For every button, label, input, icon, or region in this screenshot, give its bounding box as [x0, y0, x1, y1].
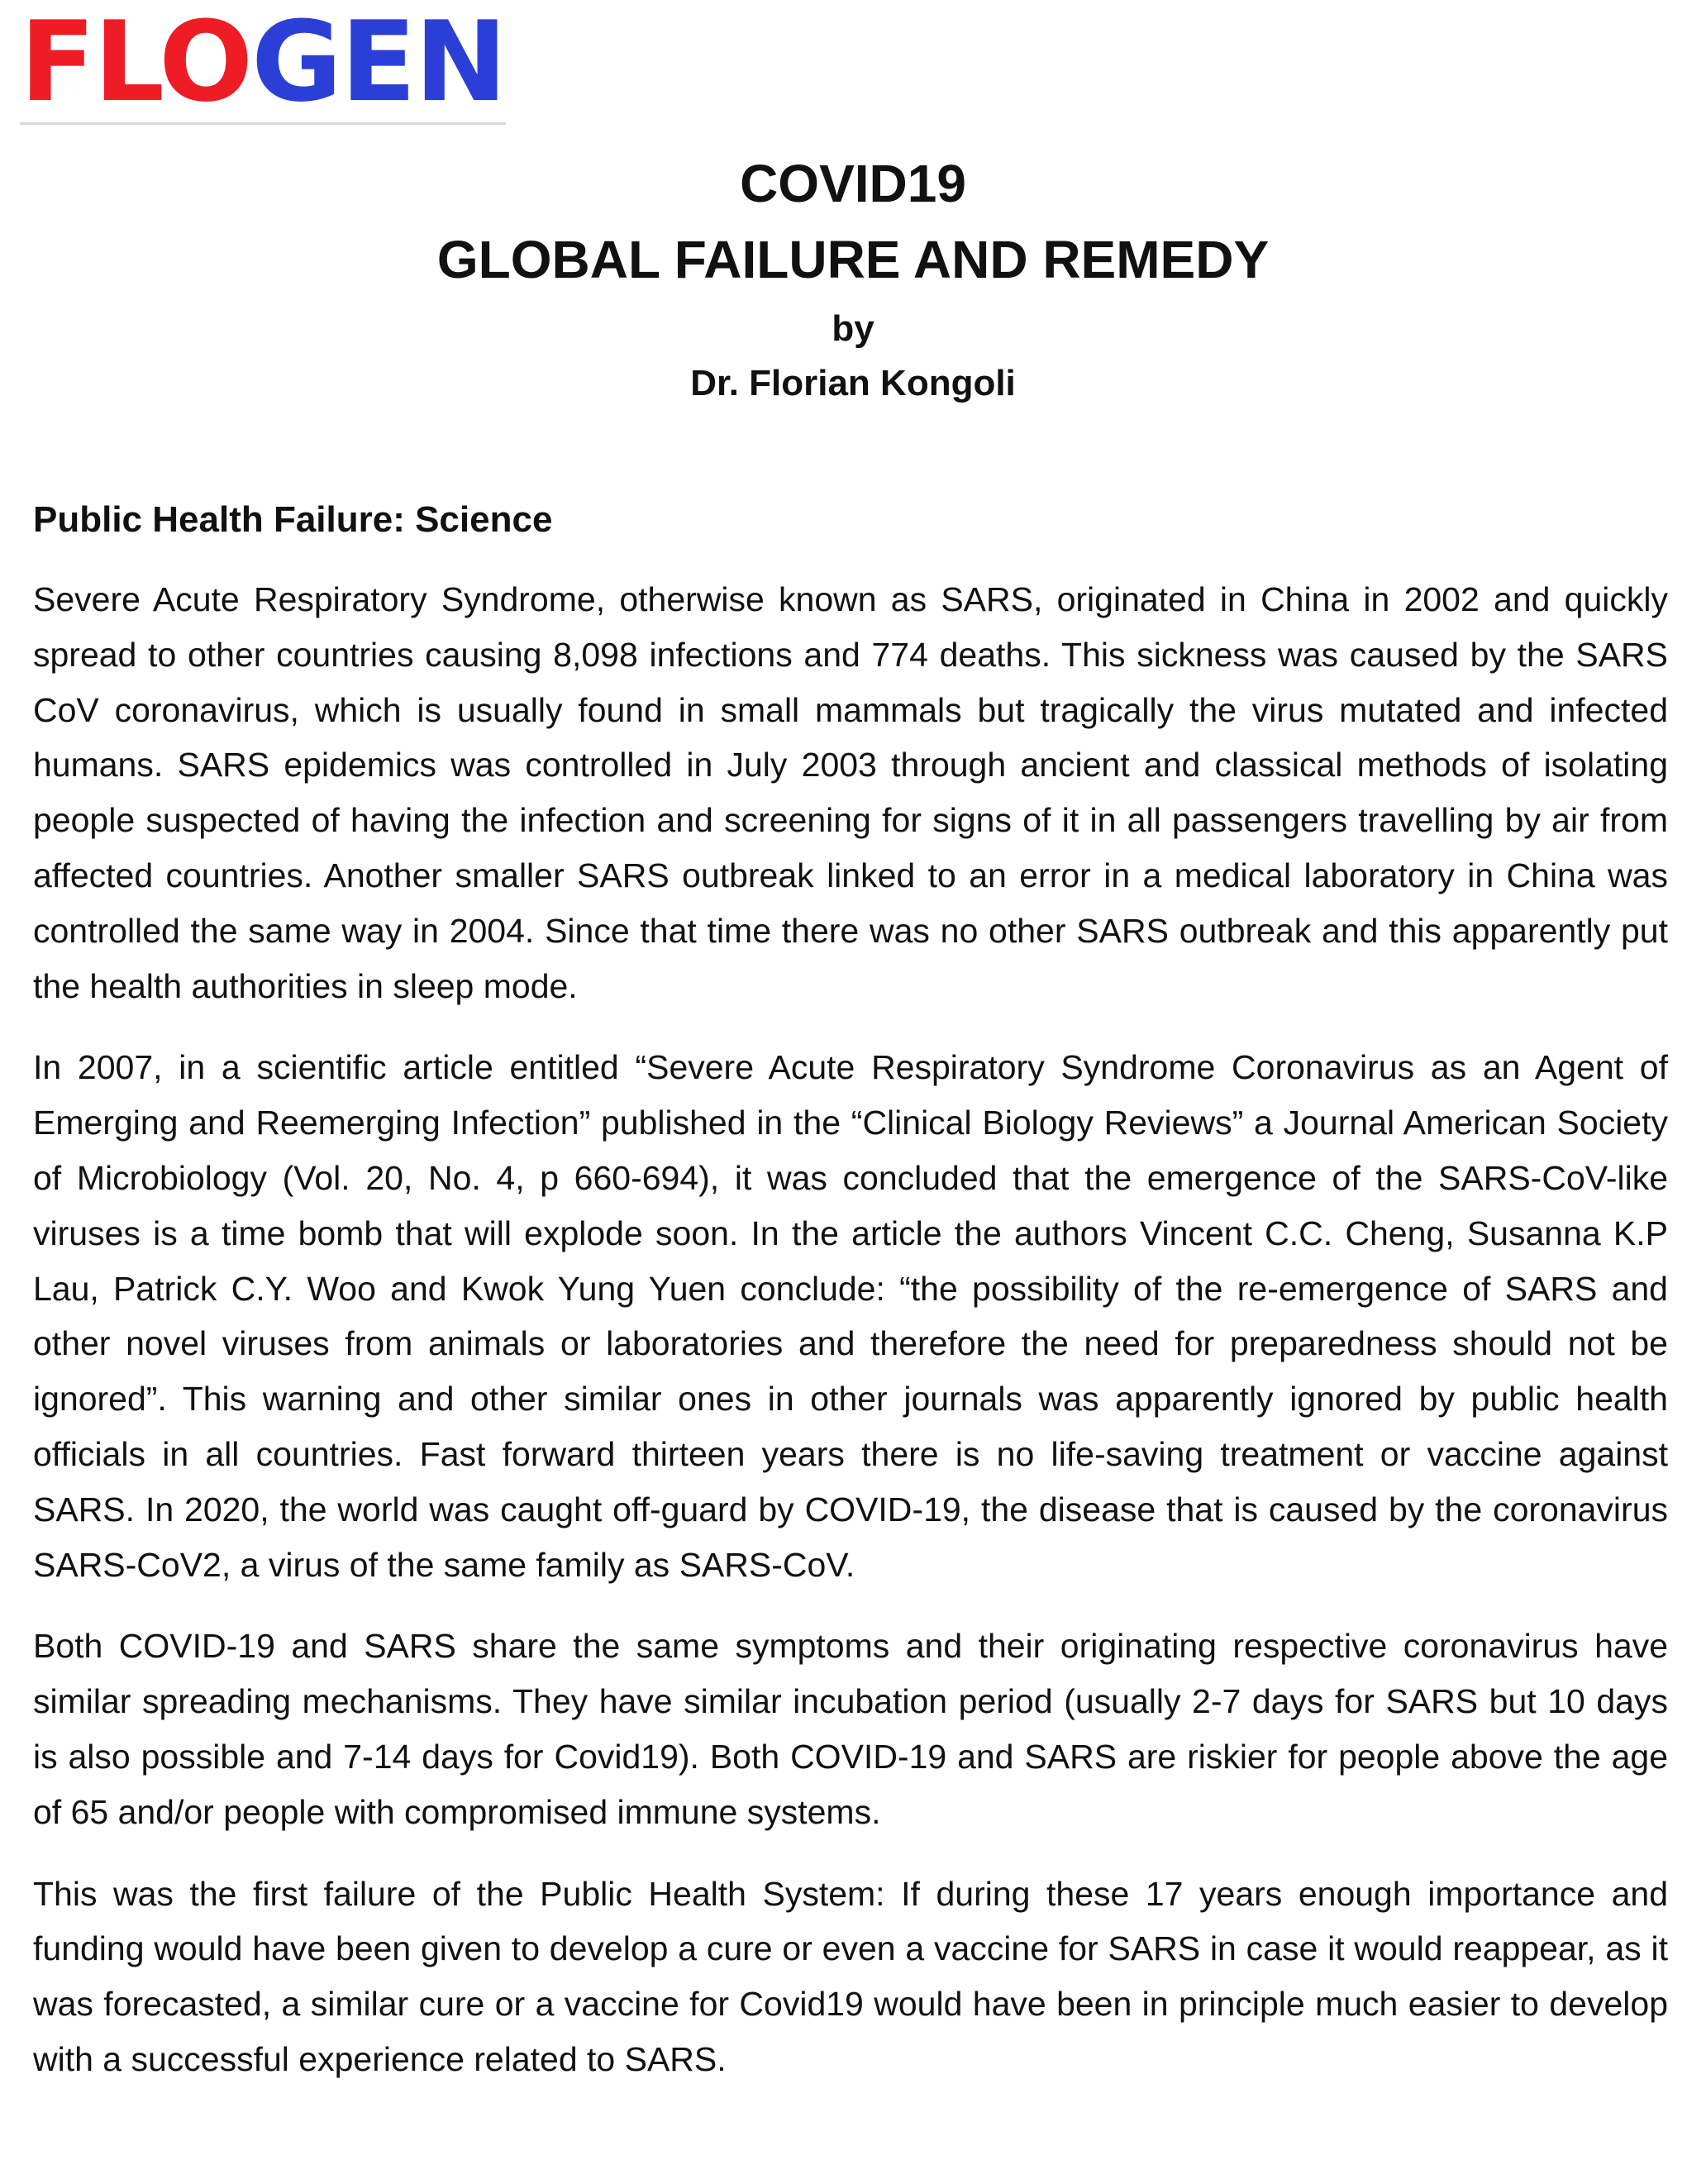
flogen-logo	[20, 0, 506, 126]
paragraph-2007-article: In 2007, in a scientific article entitled “Severe Acute Respiratory Syndrome Coronavirus as an Agent of Emerging and Reemerging Infection” published in the “Clinical Biology Reviews” a Journal American Society of Microbiology (Vol. 20, No. 4, p 660-694), it was concluded that the emergence of the SARS-CoV-like viruses is a time bomb that will explode soon. In the article the authors Vincent C.C. Cheng, Susanna K.P Lau, Patrick C.Y. Woo and Kwok Yung Yuen conclude: “the possibility of the re-emergence of SARS and other novel viruses from animals or laboratories and therefore the need for preparedness should not be ignored”. This warning and other similar ones in other journals was apparently ignored by public health officials in all countries. Fast forward thirteen years there is no life-saving treatment or vaccine against SARS. In 2020, the world was caught off-guard by COVID-19, the disease that is caused by the coronavirus SARS-CoV2, a virus of the same family as SARS-CoV.	[33, 1048, 1668, 1584]
paragraph-symptoms-comparison: Both COVID-19 and SARS share the same symptoms and their originating respective coronavirus have similar spreading mechanisms. They have similar incubation period (usually 2-7 days for SARS but 10 days is also possible and 7-14 days for Covid19). Both COVID-19 and SARS are riskier for people above the age of 65 and/or people with compromised immune systems.	[33, 1627, 1668, 1831]
byline: by	[832, 308, 874, 349]
document-header	[0, 145, 1706, 407]
logo-text-blue: GEN	[251, 0, 506, 126]
logo-text-red: FLO	[20, 0, 252, 126]
paragraph-first-failure: This was the first failure of the Public Health System: If during these 17 years enough importance and funding would have been given to develop a cure or even a vaccine for SARS in case it would reappear, as it was forecasted, a similar cure or a vaccine for Covid19 would have been in principle much easier to develop with a successful experience related to SARS.	[33, 1874, 1668, 2078]
author-name: Dr. Florian Kongoli	[690, 363, 1016, 403]
section-heading: Public Health Failure: Science	[33, 499, 553, 540]
document-title-line-2: GLOBAL FAILURE AND REMEDY	[436, 230, 1270, 289]
paragraph-sars-origin: Severe Acute Respiratory Syndrome, otherwise known as SARS, originated in China in 2002 and quickly spread to other countries causing 8,098 infections and 774 deaths. This sickness was caused by the SARS CoV coronavirus, which is usually found in small mammals but tragically the virus mutated and infected humans. SARS epidemics was controlled in July 2003 through ancient and classical methods of isolating people suspected of having the infection and screening for signs of it in all passengers travelling by air from affected countries. Another smaller SARS outbreak linked to an error in a medical laboratory in China was controlled the same way in 2004. Since that time there was no other SARS outbreak and this apparently put the health authorities in sleep mode.	[33, 580, 1668, 1005]
document-body	[33, 493, 1668, 2114]
document-title-line-1: COVID19	[740, 154, 966, 213]
